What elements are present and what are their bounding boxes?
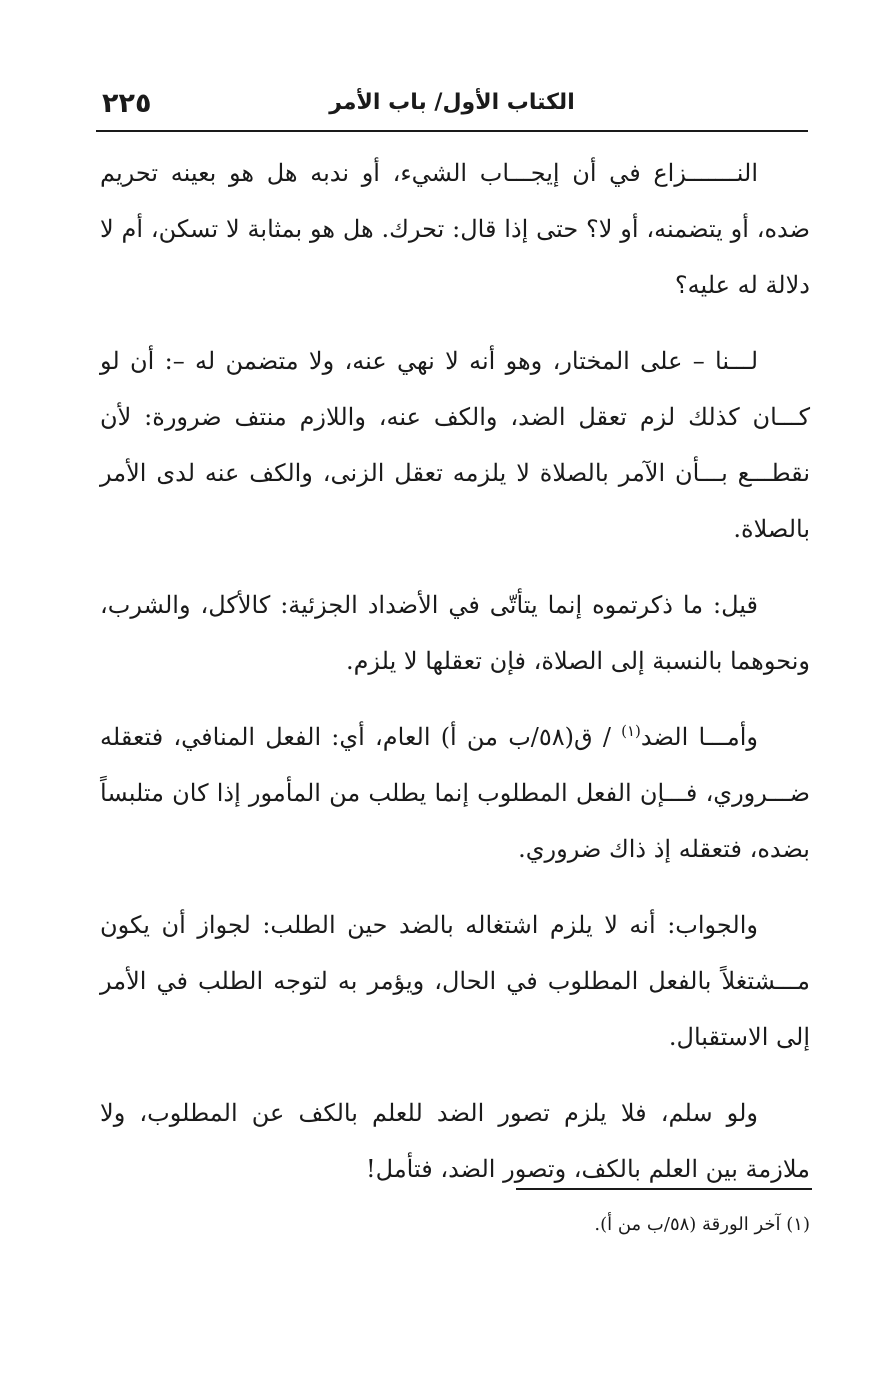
page-header	[96, 88, 808, 128]
footnote-marker: (١)	[621, 722, 641, 740]
paragraph-1: النـــــــزاع في أن إيجـــاب الشيء، أو ندبه هل هو بعينه تحريم ضده، أو يتضمنه، أو لا؟ حتى إذا قال: تحرك. هل هو بمثابة لا تسكن، أم لا دلالة له عليه؟	[100, 159, 810, 299]
paragraph-3: قيل: ما ذكرتموه إنما يتأتّى في الأضداد الجزئية: كالأكل، والشرب، ونحوهما بالنسبة إلى الصلاة، فإن تعقلها لا يلزم.	[100, 591, 810, 675]
paragraph-4	[100, 709, 810, 877]
running-title: الكتاب الأول/ باب الأمر	[329, 90, 575, 115]
footnote-separator	[516, 1188, 812, 1190]
paragraph-6: ولو سلم، فلا يلزم تصور الضد للعلم بالكف عن المطلوب، ولا ملازمة بين العلم بالكف، وتصور الضد، فتأمل!	[100, 1099, 810, 1183]
paragraph-5: والجواب: أنه لا يلزم اشتغاله بالضد حين الطلب: لجواز أن يكون مـــشتغلاً بالفعل المطلوب في الحال، ويؤمر به لتوجه الطلب في الأمر إلى الاستقبال.	[100, 911, 810, 1051]
page-number: ٢٢٥	[102, 88, 152, 119]
paragraph-2: لـــنا – على المختار، وهو أنه لا نهي عنه، ولا متضمن له –: أن لو كـــان كذلك لزم تعقل الضد، والكف عنه، واللازم منتف ضرورة: لأن نقطـــع بـــأن الآمر بالصلاة لا يلزمه تعقل الزنى، والكف عنه لدى الأمر بالصلاة.	[100, 347, 810, 543]
footnote: (١) آخر الورقة (٥٨/ب من أ).	[594, 1214, 810, 1235]
paragraph-4-rest: / ق(٥٨/ب من أ) العام، أي: الفعل المنافي، فتعقله ضـــروري، فـــإن الفعل المطلوب إنما يطلب من المأمور إذا كان متلبساً بضده، فتعقله إذ ذاك ضروري.	[100, 723, 810, 863]
header-rule	[96, 130, 808, 132]
paragraph-4-start: وأمـــا الضد	[640, 723, 758, 751]
main-text	[100, 145, 810, 1217]
